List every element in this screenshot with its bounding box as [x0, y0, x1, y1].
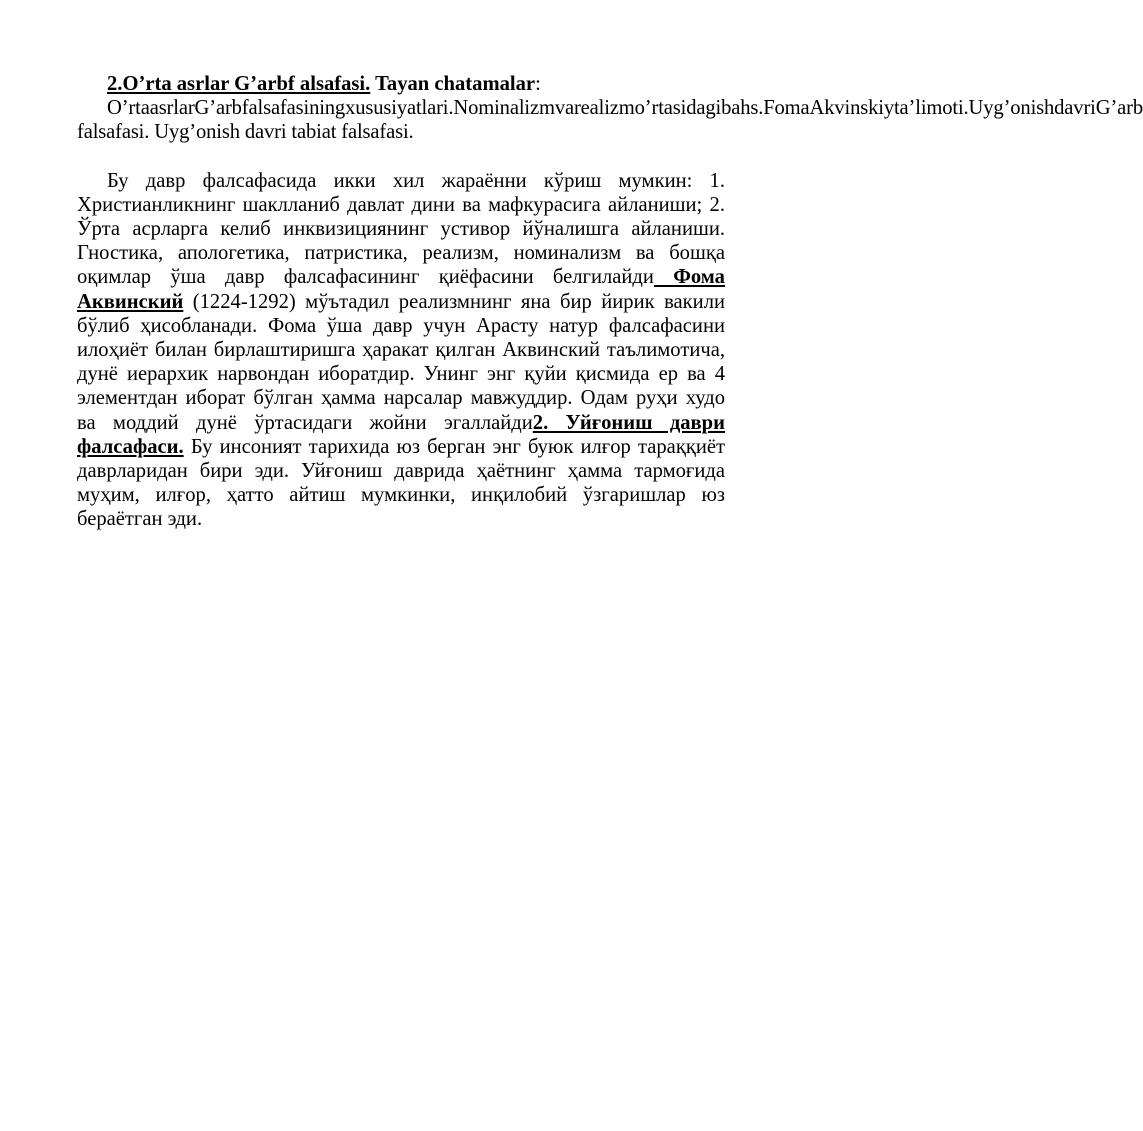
section-subtitle-colon: : — [535, 73, 541, 95]
paragraph-gap — [77, 145, 725, 169]
renaissance-heading-link: 2. Уйғониш даври фалсафаси. — [77, 411, 725, 458]
document-content — [77, 72, 1143, 532]
body-paragraph — [77, 169, 725, 532]
body-text-akvinskiy: (1224-1292) мўътадил реализмнинг яна бир йирик вакили бўлиб ҳисобланади. Фома ўша давр учун Арасту натур фалсафасини илоҳиёт билан бирлаштиришга ҳаракат қилган Аквинский таълимотича, дунё иерархик нарвондан иборатдир. Унинг энг қуйи қисмида ер ва 4 элементдан иборат бўлган ҳамма нарсалар мавжуддир. Одам руҳи худо ва моддий дунё ўртасидаги жойни эгаллайди — [77, 290, 725, 434]
body-text-intro: Бу давр фалсафасида икки хил жараённи кўриш мумкин: 1. Христианликнинг шаклланиб давлат дини ва мафкурасига айланиши; 2. Ўрта асрларга келиб инквизициянинг устивор йўналишга айланиши. Гностика, апологетика, патристика, реализм, номинализм ва бошқа оқимлар ўша давр фалсафасининг қиёфасини белгилайди — [77, 169, 725, 289]
section-heading-paragraph — [77, 72, 725, 96]
section-subtitle: Tayan chatamalar — [370, 73, 536, 95]
section-title: 2.O’rta asrlar G’arbf alsafasi. — [107, 73, 371, 95]
keywords-paragraph: O’rtaasrlarG’arbfalsafasiningxususiyatlari.Nominalizmvarealizmo’rtasidagibahs.FomaAkvinskiyta’limoti.Uyg’onishdavriG’arb falsafasi. Uyg’onish davri tabiat falsafasi. — [77, 97, 1143, 144]
foma-akvinskiy-link: Фома Аквинский — [77, 266, 725, 313]
body-text-renaissance: Бу инсоният тарихида юз берган энг буюк илғор тараққиёт даврларидан бири эди. Уйғониш даврида ҳаётнинг ҳамма тармоғида муҳим, илғор, ҳатто айтиш мумкинки, инқилобий ўзгаришлар юз бераётган эди. — [77, 435, 725, 531]
